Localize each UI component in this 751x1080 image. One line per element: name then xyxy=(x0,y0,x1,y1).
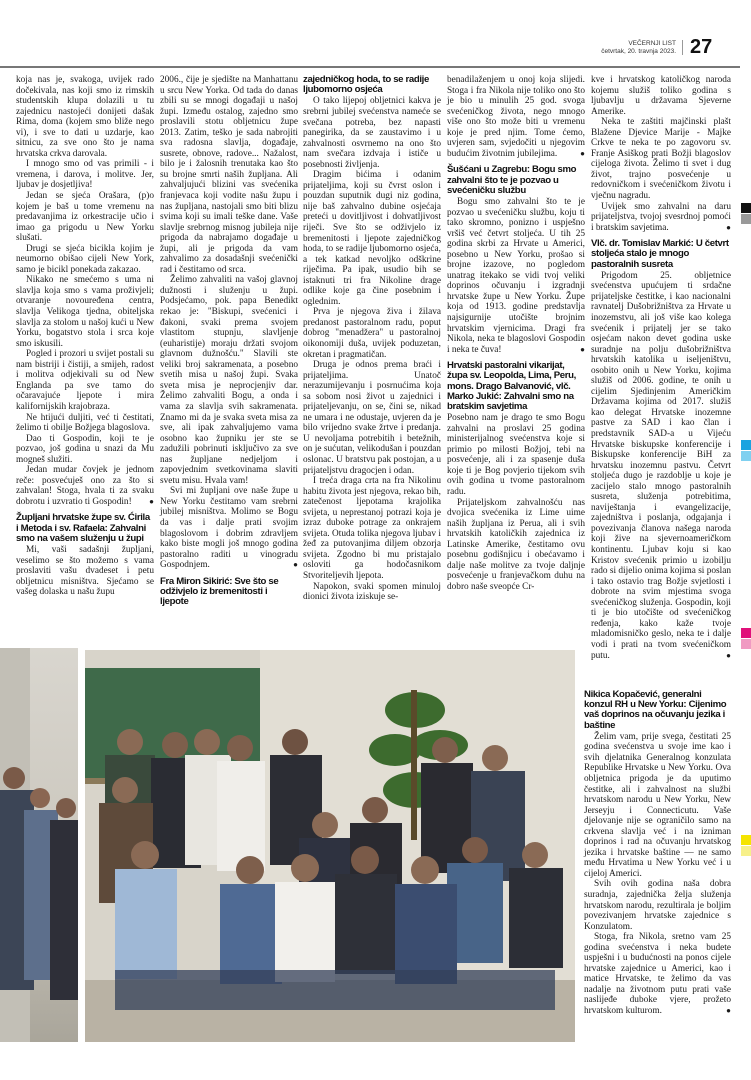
paragraph-text: Stoga, fra Nikola, sretno vam 25 godina svećenstva i neka budete uspješni i u budućnosti na ponos cijele hrvatske zajednice u Americi, kao i matice Hrvatske, te želimo da vas nadalje na životnom putu prati vaše naslijeđe duboke vjere, prožeto hrvatskom kulturom. xyxy=(584,932,731,1017)
paragraph xyxy=(16,434,154,466)
paragraph-text: Mi, vaši sadašnji župljani, veselimo se što možemo s vama proslaviti vašu dvadeset i petu obljetnicu misništva. Sjećamo se vašeg dolaska u našu župu xyxy=(16,545,154,598)
article-column-5 xyxy=(591,75,731,661)
paragraph-text: Drugi se sjeća bicikla kojim je neumorno obišao cijeli New York, samo je bicikl ponekada zakazao. xyxy=(16,243,154,275)
paragraph-text: Nikako ne smećemo s uma ni slavlja koja smo s vama proživjeli; otvaranje novouređena centra, slavlja Velikoga tjedna, obiteljska slavlja za stolom u našoj kući u New Yorku, bogatstvo stola i srca koje smo iskusili. xyxy=(16,275,154,349)
paragraph xyxy=(584,879,731,932)
photo-left-crop xyxy=(0,648,78,1042)
paragraph xyxy=(16,75,154,159)
paragraph-text: Uvijek smo zahvalni na daru prijateljstva, tvojoj svesrdnoj pomoći i bratskim savjetima. xyxy=(591,201,731,233)
paragraph xyxy=(447,413,585,497)
paragraph xyxy=(16,465,154,507)
publication-date: četvrtak, 20. travnja 2023. xyxy=(601,47,676,55)
paragraph xyxy=(16,275,154,349)
paragraph xyxy=(303,307,441,360)
paragraph-text: Neka te zaštiti majčinski plašt Blažene Djevice Marije - Majke Crkve te neka te po zagovoru sv. Franje Asiškog prati Božji blagoslov cijeloga života. Želimo ti svet i dug život, trajno posvećenje u redovničkom i svećeničkom životu i vječnu nagradu. xyxy=(591,117,731,202)
paragraph xyxy=(303,360,441,476)
paragraph xyxy=(16,545,154,598)
paragraph xyxy=(591,75,731,117)
subheading-text: Hrvatski pastoralni vikarijat, župa sv. Leopolda, Lima, Peru, mons. Drago Balvanović, vlč. Marko Jukić: Zahvalni smo na bratskim savjetima xyxy=(447,360,576,412)
paragraph xyxy=(160,486,298,570)
paragraph-text: Želimo zahvaliti na vašoj glavnoj dužnosti i služenju u župi. Podsjećamo, pok. papa Benedikt rekao je: "Biskupi, svećenici i đakoni, svaki prema svojem vlastitom stupnju, slavljenje (euharistije) moraju držati svojom glavnom dužnošću." Slavili ste veliki broj sakramenata, a posebno svetih misa u našoj župi. Svaka sveta misa je neprocjenjiv dar. Želimo zahvaliti Bogu, a onda i vama za slavlja svih sakramenata. Znamo mi da je svaka sveta misa za sve, ali ipak zahvaljujemo vama osobno kao župniku jer ste se zadužili pobrinuti isključivo za sve nas župljane nedjeljom i zapovjednim svetkovinama slaviti svetu misu. Hvala vam! xyxy=(160,275,298,486)
subheading xyxy=(160,577,298,608)
paragraph-text: Prigodom 25. obljetnice svećenstva upućujem ti srdačne prijateljske čestitke, i kao nacionalni ravnatelj Dušobrižništva za Hrvate u inozemstvu, ali još više kao kolega svećenik i prijatelj jer se tako osjećam nakon devet godina uske suradnje na polju dušobrižništva hrvatskih katolika u iseljeništvu, osobito onih u New Yorku, kojima služiš od 2006. godine, te onih u cijelim Sjedinjenim Američkim Državama kojima od 2017. služiš kao delegat Hrvatske inozemne pastve za SAD i kao član i predstavnik SAD-a u Vijeću Hrvatske biskupske konferencije i Biskupske konferencije BiH za hrvatsku inozemnu pastvu. Četvrt stoljeća dugo je razdoblje u koje je zacijelo stalo mnogo pastoralnih susreta, služenja potrebitima, naviještanja i evangelizacije, zajedništva i poslanja, odgajanja i povezivanja članova našega naroda koji žive na sjevernoameričkom kontinentu. Ljubav koju si kao Kristov svećenik primio u izobilju rado si dijelio onima kojima si poslan i tako ostavio trag Božje svjetlosti i dobrote na svim mjestima svoga svećeničkog služenja. Gospodin, koji ti je bio utočište od svećeničkog ređenja, kako kaže tvoje mladomisničko geslo, neka te i dalje vodi i prati na tvom svećeničkom putu. xyxy=(591,270,731,661)
end-of-article-bullet-icon: ● xyxy=(726,222,731,232)
paragraph-text: Jedan mudar čovjek je jednom reče: posvećuješ ono za što si zahvalan! Stoga, hvala ti za svaku dobrotu i uzvratio ti Gospodin! xyxy=(16,465,154,507)
paragraph-text: Pogled i prozori u svijet postali su nam bistriji i čistiji, a smijeh, radost i molitva odjekivali su od New Englanda pa sve tamo do očaravajuće ljepote i mira kalifornijskih krajobraza. xyxy=(16,349,154,412)
end-of-article-bullet-icon: ● xyxy=(580,344,585,354)
article-column-2 xyxy=(160,75,298,608)
end-of-article-bullet-icon: ● xyxy=(726,1006,731,1016)
paragraph xyxy=(591,202,731,234)
color-registration-mark xyxy=(741,203,751,213)
paragraph xyxy=(447,498,585,593)
paragraph-text: kve i hrvatskog katoličkog naroda kojemu služiš toliko godina s ljubavlju u državama Sjeverne Amerike. xyxy=(591,75,731,117)
end-of-article-bullet-icon: ● xyxy=(149,496,154,506)
end-of-article-bullet-icon: ● xyxy=(580,148,585,158)
subheading xyxy=(16,513,154,544)
paragraph-text: I mnogo smo od vas primili - i vremena, i darova, i molitve. Jer, ljubav je dosjetljiva! xyxy=(16,159,154,191)
paragraph xyxy=(584,932,731,1016)
subheading xyxy=(447,361,585,412)
article-column-4 xyxy=(447,75,585,593)
subheading-text: Šušćani u Zagrebu: Bogu smo zahvalni što te je pozvao u svećeničku službu xyxy=(447,164,577,196)
publication-name: VEČERNJI LIST xyxy=(628,40,676,47)
page-number: 27 xyxy=(690,36,713,58)
paragraph-text: Želim vam, prije svega, čestitati 25 godina svećenstva u svoje ime kao i svih djelatnika Generalnog konzulata Republike Hrvatske u New Yorku. Ova obljetnica prigoda je da uputimo čestitke, ali i zahvalnost na službi hrvatskom narodu u New Yorku, New Jerseyju i Connecticutu. Vaše djelovanje nije se ograničilo samo na crkvena slavlja već i na izniman doprinos i rad na očuvanju hrvatskog jezika i hrvatske baštine — ne samo među Hrvatima u New Yorku već i u cijeloj Americi. xyxy=(584,731,731,879)
subheading xyxy=(584,690,731,731)
color-registration-mark xyxy=(741,639,751,649)
color-registration-mark xyxy=(741,451,751,461)
paragraph-text: Bogu smo zahvalni što te je pozvao u svećeničku službu, koju ti tako skromno, ponizno i uspješno vršiš već četvrt stoljeća. U tih 25 godina skrbi za Hrvate u Americi, posebno u New Yorku, prošao si brojne izazove, no pogledom unatrag itekako se vidi tvoj veliki doprinos očuvanju i izgradnji hrvatske župe u New Yorku. Župe koja od 1913. godine predstavlja najsigurnije utočište brojnim hrvatskim vjernicima. Dragi fra Nikola, neka te blagoslovi Gospodin i neka te čuva! xyxy=(447,196,585,355)
subheading-text: Župljani hrvatske župe sv. Ćirila i Metoda i sv. Rafaela: Zahvalni smo na vašem služenju u župi xyxy=(16,512,150,544)
paragraph xyxy=(447,197,585,355)
paragraph-text: Svih ovih godina naša dobra suradnja, zajednička želja služenja hrvatskom narodu, rezultirala je boljim povezivanjem hrvatske zajednice s Konzulatom. xyxy=(584,879,731,932)
color-registration-mark xyxy=(741,835,751,845)
paragraph-text: Druga je odnos prema braći i prijateljima. Unatoč nerazumijevanju i posrnućima koja sa sobom nosi život u zajednici i prijateljevanju, on se, čini se, nikad ne umara i ne odustaje, uvjeren da je bilo vrijedno svake žrtve i predanja. U nevoljama potrebitih i betežnih, on je sućutan, velikodušan i pouzdan oslonac. U bratstvu pak postojan, a u prijateljstvu dragocjen i odan. xyxy=(303,360,441,476)
paragraph-text: Svi mi župljani ove naše župe u New Yorku čestitamo vam srebrni jubilej misništva. Molimo se Bogu da vas i dalje prati svojim blagoslovom i dobrim zdravljem kako biste mogli još mnogo godina pastoralno raditi u vinogradu Gospodnjem. xyxy=(160,486,298,571)
paragraph-text: I treća draga crta na fra Nikolinu habitu života jest njegova, rekao bih, zatečenost ljepotama krajolika svijeta, u neprestanoj potrazi koja je izraz duboke potrage za onkrajem svijeta. Otuda tolika njegova ljubav i žeđ za putovanjima diljem obzorja svijeta. Zgodno bi mu pristajalo osloviti ga hodočasnikom Stvoriteljevih ljepota. xyxy=(303,476,441,582)
header-rule xyxy=(0,66,740,68)
article-column-1 xyxy=(16,75,154,598)
paragraph xyxy=(584,732,731,880)
paragraph-text: Dragim bićima i odanim prijateljima, koji su čvrst oslon i pouzdan suputnik dugi niz godina, nije baš zahvalno dubine osjećaja preteći u dovitljivost i dohvatljivost riječi. Sve što se odživjelo iz bremenitosti i ljepote zajedničkog hoda, to se radije ljubomorno osjeća, a tek katkad nevoljko odškrine riječima. Pa ipak, usudio bih se istaknuti tri fra Nikoline drage odlike koje ga čine posebnim i oglednim. xyxy=(303,170,441,307)
color-registration-mark xyxy=(741,440,751,450)
paragraph-text: Ne htijući duljiti, već ti čestitati, želimo ti obilje Božjega blagoslova. xyxy=(16,412,154,434)
group-photo xyxy=(85,650,575,1042)
paragraph xyxy=(16,349,154,412)
paragraph-text: Napokon, svaki spomen minuloj dionici života iziskuje se- xyxy=(303,581,441,603)
paragraph-text: koja nas je, svakoga, uvijek rado dočekivala, nas koji smo iz rimskih studentskih klupa dolazili u tu zajednicu nastojeći donijeti dašak Rima, doma (kojem smo bliže nego vi), i sve to dati u uzdarje, kao sitnicu, za sve ono što je nama hrvatska crkva darovala. xyxy=(16,75,154,159)
paragraph-text: O tako lijepoj obljetnici kakva je srebrni jubilej svećenstva nameće se svečana potreba, bez napasti panegirika, da se zaustavimo i u zahvalnosti osvrnemo na ono što nam svečara izdvaja i ističe u posebnosti življenja. xyxy=(303,96,441,170)
masthead xyxy=(560,40,683,55)
paragraph-text: Prva je njegova živa i žilava predanost pastoralnom radu, poput dobrog "menadžera" u pastoralnoj oikonomiji duša, uvijek poduzetan, okretan i pragmatičan. xyxy=(303,307,441,360)
end-of-article-bullet-icon: ● xyxy=(726,650,731,660)
subheading-text: Nikica Kopačević, generalni konzul RH u New Yorku: Cijenimo vaš doprinos na očuvanju jezika i baštine xyxy=(584,689,727,731)
paragraph-text: benadilaženjem u onoj koja slijedi. Stoga i fra Nikola nije toliko ono što je bio u minulih 25 god. svoga svećeničkog života, nego mnogo više ono što može biti u vremenu koje je pred njim. Tome ćemo, uvjeren sam, svjedočiti u njegovim budućim životnim jubilejima. xyxy=(447,75,585,159)
subheading xyxy=(447,165,585,196)
color-registration-mark xyxy=(741,846,751,856)
paragraph xyxy=(447,75,585,159)
color-registration-mark xyxy=(741,214,751,224)
paragraph xyxy=(160,75,298,275)
paragraph xyxy=(16,191,154,244)
end-of-article-bullet-icon: ● xyxy=(293,560,298,570)
paragraph-text: 2006., čije je sjedište na Manhattanu u srcu New Yorka. Od tada do danas zbili su se mnogi događaji u našoj župi. Između ostalog, zajedno smo proslavili stotu obljetnicu župe 2013. Zatim, teško je sada nabrojiti sva radosna slavlja, događaje, susrete, obnove, radove... Nažalost, bilo je i žalosnih trenutaka kao što su brojne smrti naših župljana. Ali zahvaljujući blizini vas svećenika franjevaca koji vodite našu župu i nas župljana, nastojali smo biti blizu svima koji su imali teške dane. Vaše slavlje srebrnog misnog jubileja nije prigoda da nabrajamo događaje u župi, ali je prigoda da vam zahvalimo za dosadašnji svećenički rad i čestitamo od srca. xyxy=(160,75,298,275)
paragraph xyxy=(303,170,441,307)
paragraph xyxy=(303,582,441,603)
paragraph xyxy=(591,271,731,661)
subheading xyxy=(303,75,441,95)
subheading-text: Vlč. dr. Tomislav Markić: U četvrt stoljeća stalo je mnogo pastoralnih susreta xyxy=(591,238,729,270)
paragraph xyxy=(16,413,154,434)
paragraph xyxy=(303,476,441,581)
subheading-text: Fra Miron Sikirić: Sve što se odživjelo iz bremenitosti i ljepote xyxy=(160,575,279,608)
photo-left-figures xyxy=(0,648,78,1042)
subheading-text: zajedničkog hoda, to se radije ljubomorno osjeća xyxy=(303,74,429,96)
paragraph xyxy=(160,275,298,486)
paragraph xyxy=(303,96,441,170)
subheading xyxy=(591,239,731,270)
paragraph xyxy=(16,244,154,276)
paragraph-text: Prijateljskom zahvalnošću nas dvojica svećenika iz Lime uime naših župljana iz Perua, ali i svih hrvatskih katoličkih zajednica iz Latinske Amerike, čestitamo ovu posebnu godišnjicu i obećavamo i dalje naše molitve za tvoje daljnje posvećenje u franjevačkom duhu na dobro naše sveopće Cr- xyxy=(447,497,585,592)
article-column-3 xyxy=(303,75,441,603)
article-column-6 xyxy=(584,690,731,1017)
paragraph-text: Posebno nam je drago te smo Bogu zahvalni na proslavi 25 godina ministerijalnog svećenstva koje si primio po milosti Božjoj, tebi na posvećenje, ali i za spasenje duša koje ti je Bog povjerio tijekom svih ovih godina u tvome pastoralnom radu. xyxy=(447,413,585,498)
paragraph xyxy=(16,159,154,191)
color-registration-mark xyxy=(741,628,751,638)
group-photo-figures xyxy=(85,650,575,1042)
paragraph-text: Dao ti Gospodin, koji te je pozvao, još godina u snazi da Mu mogneš služiti. xyxy=(16,433,154,465)
paragraph xyxy=(591,117,731,201)
paragraph-text: Jedan se sjeća Orašara, (p)o kojem je baš u tome vremenu na predavanjima iz orkestracije učio i imao ga prigodu u New Yorku slušati. xyxy=(16,191,154,244)
